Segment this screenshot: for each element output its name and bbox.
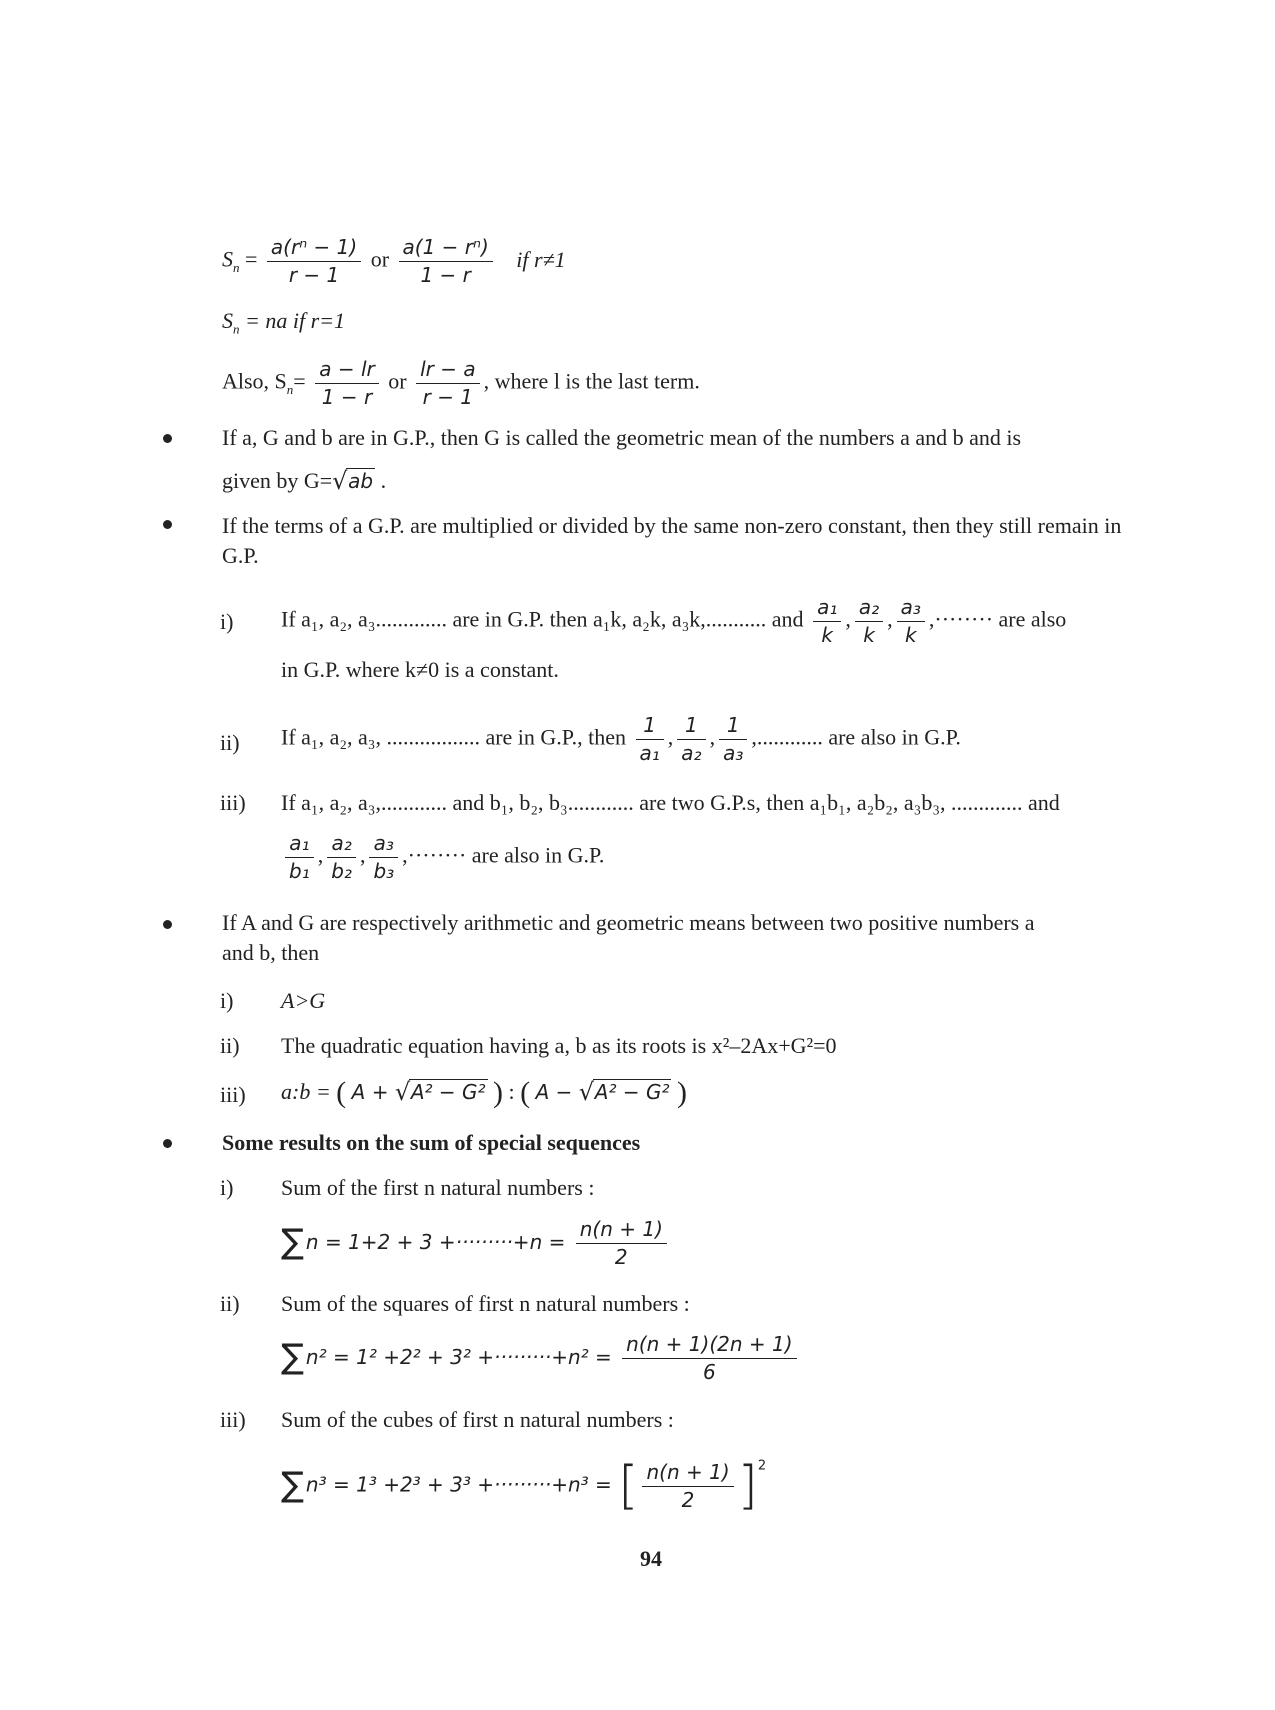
sum-formula-last-term: Also, $S_n=$ $\frac{a - lr}{1 - r}$ or $\frac{lr - a}{r - 1}$ , where l is the last term. bbox=[222, 357, 700, 409]
gp-reciprocal-rule: If a₁, a₂, a₃, ................. are in G.P., then $\frac{1}{\text{a₁}}$ , $\frac{1}{\text{a₂}}$ , $\frac{1}{\text{a₃}}$ ,............ are also in G.P. bbox=[281, 713, 961, 765]
item-label: iii) bbox=[220, 1407, 246, 1432]
item-label: ii) bbox=[220, 1033, 240, 1058]
gp-constant-text: If the terms of a G.P. are multiplied or divided by the same non-zero constant, then they still remain in G.P. bbox=[222, 513, 1122, 568]
item-label: i) bbox=[220, 1175, 234, 1200]
sum-natural-formula: ∑ n = 1+2 + 3 +·········+n = $\frac{n(n + 1)}{2}$ bbox=[281, 1218, 671, 1269]
item-label: ii) bbox=[220, 730, 240, 755]
quadratic-equation-text: The quadratic equation having a, b as its roots is x²–2Ax+G²=0 bbox=[281, 1033, 837, 1058]
gp-multiply-rule-cont: in G.P. where k≠0 is a constant. bbox=[281, 657, 559, 682]
sum-formula-r-equal-1: $S_n$ = na if r=1 bbox=[222, 308, 345, 337]
am-gt-gm: A>G bbox=[281, 988, 326, 1013]
item-label: i) bbox=[220, 988, 234, 1013]
am-gm-text-cont: and b, then bbox=[222, 940, 320, 965]
square-root: √ A² − G² bbox=[578, 1078, 670, 1106]
two-gp-rule-cont: $\frac{\text{a₁}}{\text{b₁}}$ , $\frac{\text{a₂}}{\text{b₂}}$ , $\frac{\text{a₃}}{\text{b₃}}$ ,········ are also in G.P. bbox=[281, 832, 604, 883]
bullet-point bbox=[163, 520, 172, 529]
bullet-point bbox=[163, 920, 172, 929]
geometric-mean-text: If a, G and b are in G.P., then G is called the geometric mean of the numbers a and b and is bbox=[222, 425, 1022, 450]
sum-squares-formula: ∑ n² = 1² +2² + 3² +·········+n² = $\frac{n(n + 1)(2n + 1)}{6}$ bbox=[281, 1333, 801, 1384]
item-label: ii) bbox=[220, 1291, 240, 1316]
fraction: $\frac{a - lr}{1 - r}$ bbox=[315, 358, 379, 409]
bullet-point bbox=[163, 1139, 172, 1148]
am-gm-text: If A and G are respectively arithmetic and geometric means between two positive numbers a bbox=[222, 910, 1035, 935]
gp-multiply-rule: If a₁, a₂, a₃............. are in G.P. then a₁k, a₂k, a₃k,........... and $\frac{\text{a₁}}{k}$ , $\frac{\text{a₂}}{k}$ , $\frac{\text{a₃}}{k}$ ,········ are also bbox=[281, 595, 1067, 647]
sum-natural-text: Sum of the first n natural numbers : bbox=[281, 1175, 595, 1200]
bullet-point bbox=[163, 434, 172, 443]
sigma-symbol: ∑ bbox=[281, 1464, 304, 1505]
item-label: iii) bbox=[220, 790, 246, 815]
two-gp-rule: If a₁, a₂, a₃,............ and b₁, b₂, b₃............ are two G.P.s, then a₁b₁, a₂b₂, a₃b₃, ............. and bbox=[281, 790, 1060, 815]
sum-cubes-formula: ∑ n³ = 1³ +2³ + 3³ +·········+n³ = [ $\frac{n(n + 1)}{2}$ ]$^2$ bbox=[281, 1456, 767, 1516]
sum-squares-text: Sum of the squares of first n natural numbers : bbox=[281, 1291, 690, 1316]
square-root: √ A² − G² bbox=[394, 1078, 486, 1106]
section-heading: Some results on the sum of special sequences bbox=[222, 1130, 641, 1155]
sigma-symbol: ∑ bbox=[281, 1337, 304, 1377]
sigma-symbol: ∑ bbox=[281, 1222, 304, 1262]
page-number: 94 bbox=[640, 1546, 662, 1571]
item-label: i) bbox=[220, 609, 234, 634]
fraction: $\frac{lr - a}{r - 1}$ bbox=[416, 358, 480, 409]
fraction: $\frac{\text{a(rⁿ − 1)}}{r - 1}$ bbox=[267, 236, 361, 287]
item-label: iii) bbox=[220, 1082, 246, 1107]
sum-formula-r-not-1: $S_n$ = $\frac{\text{a(rⁿ − 1)}}{r - 1}$ or $\frac{\text{a(1 − rⁿ)}}{1 - r}$ if r≠1 bbox=[222, 235, 566, 287]
fraction: $\frac{\text{a(1 − rⁿ)}}{1 - r}$ bbox=[399, 236, 493, 287]
ratio-formula: a:b = ( A + √ A² − G² ) : ( A − √ A² − G² ) bbox=[281, 1076, 687, 1109]
sum-cubes-text: Sum of the cubes of first n natural numbers : bbox=[281, 1407, 674, 1432]
geometric-mean-formula: given by G= √ ab . bbox=[222, 467, 387, 495]
square-root: √ ab bbox=[332, 467, 374, 495]
sn-symbol: S bbox=[222, 246, 233, 272]
